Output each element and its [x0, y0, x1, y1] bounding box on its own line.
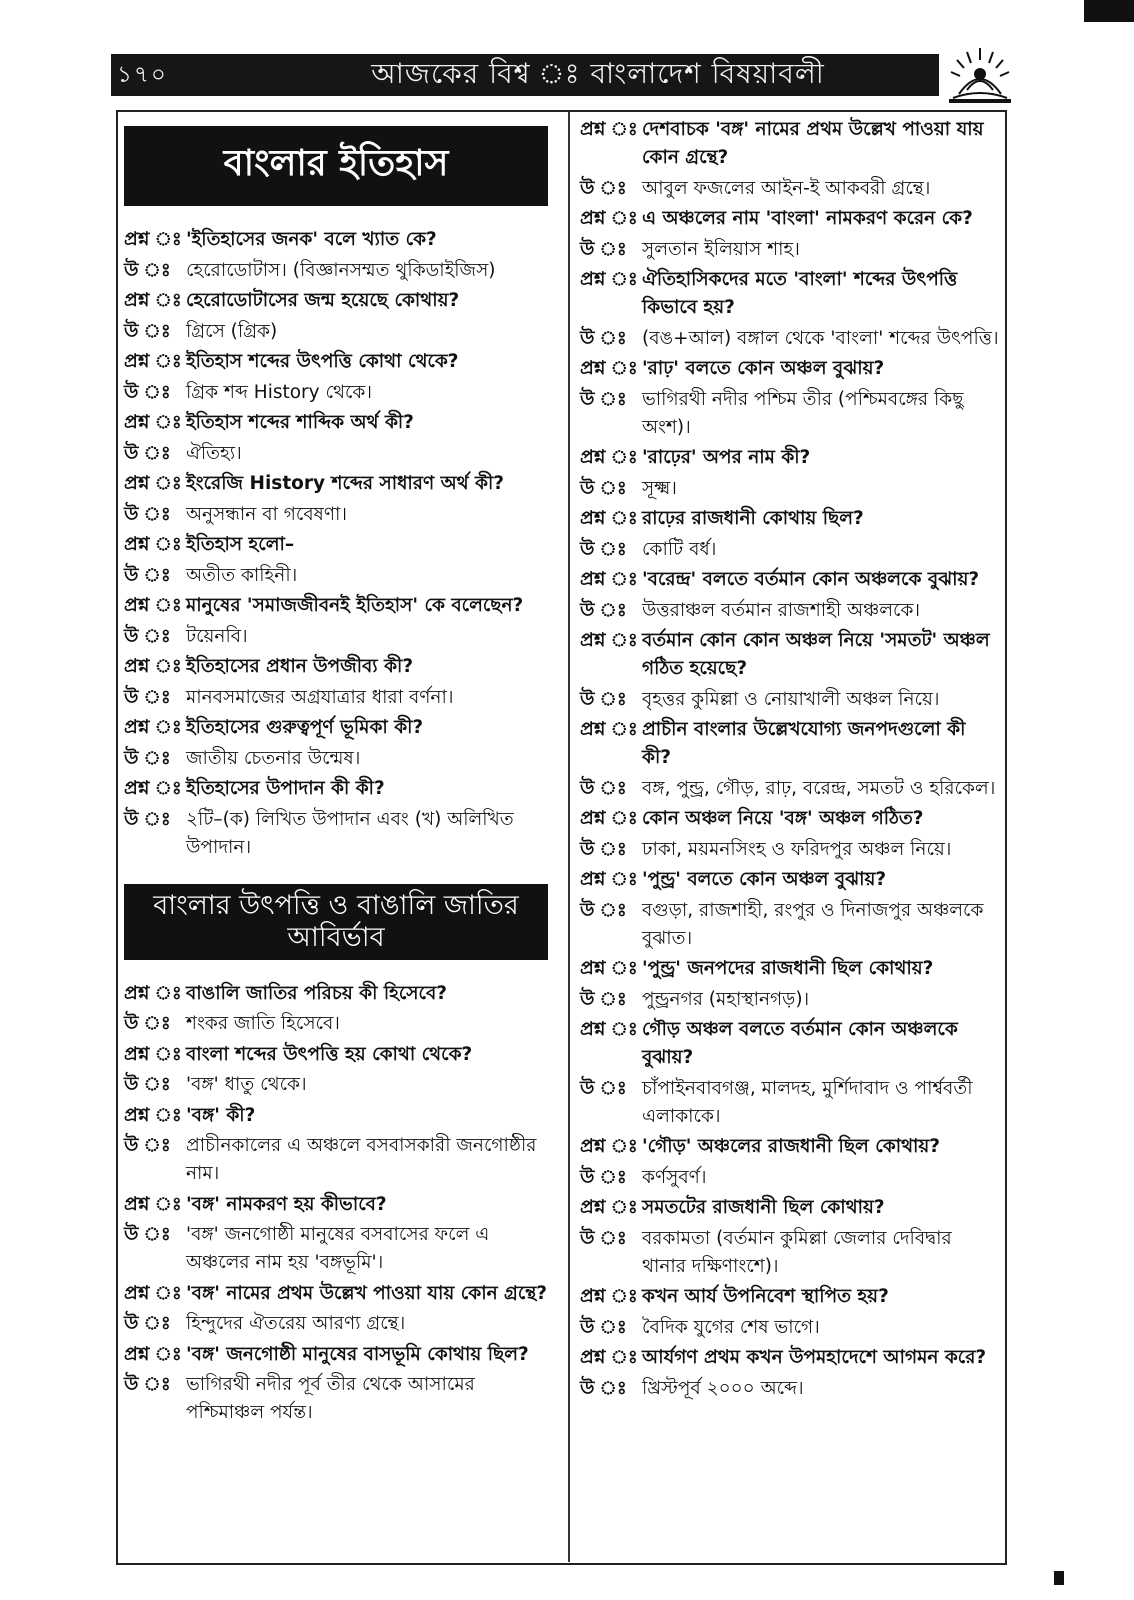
question-item [124, 531, 556, 559]
question-text: কখন আর্য উপনিবেশ স্থাপিত হয়? [642, 1286, 889, 1307]
answer-text: হিন্দুদের ঐতরেয় আরণ্য গ্রন্থে। [186, 1313, 406, 1334]
page-number: ১৭০ [117, 61, 168, 88]
question-text: 'রাঢ়' বলতে কোন অঞ্চল বুঝায়? [642, 358, 885, 379]
question-text: ঐতিহাসিকদের মতে 'বাংলা' শব্দের উৎপত্তি কিভাবে হয়? [642, 269, 958, 318]
answer-item [124, 806, 556, 862]
question-label: প্রশ্ন ঃ [580, 1197, 638, 1218]
answer-label: উ ঃ [124, 442, 171, 464]
answer-item [124, 1132, 556, 1188]
answer-label: উ ঃ [124, 503, 171, 525]
question-item [580, 266, 1000, 322]
answer-text: প্রাচীনকালের এ অঞ্চলে বসবাসকারী জনগোষ্ঠীর নাম। [186, 1135, 537, 1184]
question-label: প্রশ্ন ঃ [580, 208, 638, 229]
scan-corner-mark [1084, 0, 1134, 22]
answer-item [580, 686, 1000, 714]
question-text: সমতটের রাজধানী ছিল কোথায়? [642, 1197, 885, 1218]
question-text: ইতিহাস শব্দের উৎপত্তি কোথা থেকে? [186, 351, 459, 372]
answer-text: মানবসমাজের অগ্রযাত্রার ধারা বর্ণনা। [186, 686, 454, 708]
question-label: প্রশ্ন ঃ [124, 351, 182, 372]
answer-text: শংকর জাতি হিসেবে। [186, 1013, 340, 1034]
question-text: 'বঙ্গ' জনগোষ্ঠী মানুষের বাসভূমি কোথায় ছিল? [186, 1343, 529, 1365]
question-label: প্রশ্ন ঃ [124, 982, 182, 1004]
answer-item [580, 386, 1000, 442]
question-text: ইতিহাসের উপাদান কী কী? [186, 778, 385, 799]
question-label: প্রশ্ন ঃ [580, 808, 638, 829]
answer-label: উ ঃ [124, 1224, 171, 1245]
column-divider [568, 112, 570, 1562]
question-text: 'বরেন্দ্র' বলতে বর্তমান কোন অঞ্চলকে বুঝায়? [642, 569, 980, 590]
question-text: বর্তমান কোন কোন অঞ্চল নিয়ে 'সমতট' অঞ্চল গঠিত হয়েছে? [642, 630, 990, 679]
answer-label: উ ঃ [580, 899, 627, 921]
question-item [580, 1283, 1000, 1311]
question-item [580, 805, 1000, 833]
answer-label: উ ঃ [580, 538, 627, 560]
answer-item [124, 318, 556, 346]
question-label: প্রশ্ন ঃ [580, 869, 638, 890]
answer-text: অতীত কাহিনী। [186, 564, 298, 586]
answer-label: উ ঃ [124, 625, 171, 647]
answer-text: ঐতিহ্য। [186, 442, 242, 464]
answer-label: উ ঃ [124, 320, 171, 342]
answer-label: উ ঃ [580, 688, 627, 710]
question-item [124, 226, 556, 254]
answer-item [580, 536, 1000, 564]
question-label: প্রশ্ন ঃ [124, 1343, 182, 1365]
answer-label: উ ঃ [580, 1316, 627, 1338]
answer-text: অনুসন্ধান বা গবেষণা। [186, 503, 347, 525]
answer-text: গ্রিক শব্দ History থেকে। [186, 381, 372, 403]
answer-item [124, 1071, 556, 1099]
question-label: প্রশ্ন ঃ [124, 1193, 182, 1215]
question-label: প্রশ্ন ঃ [580, 1019, 638, 1040]
question-item [580, 866, 1000, 894]
question-text: 'ইতিহাসের জনক' বলে খ্যাত কে? [186, 229, 437, 250]
question-text: ইংরেজি History শব্দের সাধারণ অর্থ কী? [186, 473, 505, 494]
question-text: প্রাচীন বাংলার উল্লেখযোগ্য জনপদগুলো কী কী? [642, 719, 966, 768]
question-text: এ অঞ্চলের নাম 'বাংলা' নামকরণ করেন কে? [642, 208, 973, 229]
answer-text: খ্রিস্টপূর্ব ২০০০ অব্দে। [642, 1377, 804, 1399]
question-label: প্রশ্ন ঃ [124, 1043, 182, 1065]
answer-text: গ্রিসে (গ্রিক) [186, 320, 278, 342]
question-item [124, 409, 556, 437]
answer-text: টয়েনবি। [186, 625, 248, 647]
question-label: প্রশ্ন ঃ [124, 595, 182, 616]
question-item [580, 627, 1000, 683]
answer-item [124, 684, 556, 712]
question-text: ইতিহাস শব্দের শাব্দিক অর্থ কী? [186, 412, 414, 433]
question-item [124, 775, 556, 803]
question-text: বাঙালি জাতির পরিচয় কী হিসেবে? [186, 982, 447, 1004]
answer-text: হেরোডোটাস। (বিজ্ঞানসম্মত থুকিডাইজিস) [186, 259, 496, 281]
answer-item [124, 379, 556, 407]
qa-list-origin [124, 980, 556, 1428]
answer-label: উ ঃ [124, 1374, 171, 1395]
question-item [580, 1194, 1000, 1222]
answer-label: উ ঃ [124, 1135, 171, 1156]
question-label: প্রশ্ন ঃ [580, 119, 638, 140]
answer-text: কোটি বর্ধ। [642, 538, 717, 560]
answer-text: 'বঙ্গ' ধাতু থেকে। [186, 1074, 307, 1095]
answer-text: 'বঙ্গ' জনগোষ্ঠী মানুষের বসবাসের ফলে এ অঞ্চলের নাম হয় 'বঙ্গভূমি'। [186, 1224, 490, 1273]
question-label: প্রশ্ন ঃ [124, 534, 182, 555]
question-item [580, 444, 1000, 472]
answer-label: উ ঃ [580, 477, 627, 499]
answer-label: উ ঃ [124, 259, 171, 281]
question-label: প্রশ্ন ঃ [580, 269, 638, 290]
question-text: 'পুন্ড্র' বলতে কোন অঞ্চল বুঝায়? [642, 869, 887, 890]
question-item [580, 716, 1000, 772]
question-text: ইতিহাসের গুরুত্বপূর্ণ ভূমিকা কী? [186, 717, 424, 738]
question-label: প্রশ্ন ঃ [124, 656, 182, 677]
answer-text: সুলতান ইলিয়াস শাহ। [642, 238, 800, 260]
answer-item [124, 501, 556, 529]
question-item [124, 1102, 556, 1130]
question-label: প্রশ্ন ঃ [580, 630, 638, 651]
question-item [580, 505, 1000, 533]
answer-text: বরকামতা (বর্তমান কুমিল্লা জেলার দেবিদ্বার থানার দক্ষিণাংশে)। [642, 1227, 952, 1277]
question-label: প্রশ্ন ঃ [580, 447, 638, 468]
answer-label: উ ঃ [580, 1227, 627, 1249]
answer-label: উ ঃ [124, 747, 171, 769]
question-item [580, 116, 1000, 172]
answer-label: উ ঃ [580, 838, 627, 860]
answer-item [580, 775, 1000, 803]
answer-text: বগুড়া, রাজশাহী, রংপুর ও দিনাজপুর অঞ্চলকে বুঝাত। [642, 899, 984, 949]
answer-item [124, 562, 556, 590]
question-item [124, 348, 556, 376]
question-text: বাংলা শব্দের উৎপত্তি হয় কোথা থেকে? [186, 1043, 473, 1065]
answer-text: চাঁপাইনবাবগঞ্জ, মালদহ, মুর্শিদাবাদ ও পার্শ্ববর্তী এলাকাকে। [642, 1077, 973, 1127]
question-label: প্রশ্ন ঃ [124, 290, 182, 311]
answer-label: উ ঃ [124, 1313, 171, 1334]
left-column [124, 116, 556, 1430]
answer-item [124, 1310, 556, 1338]
question-label: প্রশ্ন ঃ [124, 1282, 182, 1304]
answer-text: কর্ণসুবর্ণ। [642, 1166, 707, 1188]
answer-label: উ ঃ [124, 686, 171, 708]
question-label: প্রশ্ন ঃ [124, 473, 182, 494]
answer-item [580, 597, 1000, 625]
question-text: 'বঙ্গ' কী? [186, 1104, 256, 1126]
question-text: আর্যগণ প্রথম কখন উপমহাদেশে আগমন করে? [642, 1347, 987, 1368]
answer-label: উ ঃ [580, 599, 627, 621]
question-text: 'বঙ্গ' নামের প্রথম উল্লেখ পাওয়া যায় কোন গ্রন্থে? [186, 1282, 548, 1304]
question-label: প্রশ্ন ঃ [124, 412, 182, 433]
question-label: প্রশ্ন ঃ [580, 358, 638, 379]
question-item [124, 714, 556, 742]
question-text: 'গৌড়' অঞ্চলের রাজধানী ছিল কোথায়? [642, 1136, 941, 1157]
answer-label: উ ঃ [580, 1377, 627, 1399]
answer-text: ঢাকা, ময়মনসিংহ ও ফরিদপুর অঞ্চল নিয়ে। [642, 838, 952, 860]
question-text: মানুষের 'সমাজজীবনই ইতিহাস' কে বলেছেন? [186, 595, 524, 616]
answer-label: উ ঃ [124, 1013, 171, 1034]
question-item [580, 355, 1000, 383]
answer-item [580, 1314, 1000, 1342]
question-label: প্রশ্ন ঃ [580, 1347, 638, 1368]
question-item [580, 1016, 1000, 1072]
answer-item [124, 1010, 556, 1038]
question-item [124, 592, 556, 620]
answer-text: ২টি–(ক) লিখিত উপাদান এবং (খ) অলিখিত উপাদান। [186, 808, 514, 858]
answer-text: উত্তরাঞ্চল বর্তমান রাজশাহী অঞ্চলকে। [642, 599, 921, 621]
question-item [124, 287, 556, 315]
answer-label: উ ঃ [580, 988, 627, 1010]
answer-item [580, 236, 1000, 264]
answer-item [124, 440, 556, 468]
question-text: গৌড় অঞ্চল বলতে বর্তমান কোন অঞ্চলকে বুঝায়? [642, 1019, 958, 1068]
answer-label: উ ঃ [124, 564, 171, 586]
answer-item [124, 1371, 556, 1427]
question-item [124, 1041, 556, 1069]
answer-item [124, 623, 556, 651]
answer-item [580, 986, 1000, 1014]
qa-list-history [124, 226, 556, 862]
question-label: প্রশ্ন ঃ [580, 508, 638, 529]
book-title: আজকের বিশ্ব ঃ বাংলাদেশ বিষয়াবলী [371, 56, 825, 90]
answer-label: উ ঃ [580, 777, 627, 799]
answer-text: (বঙ+আল) বঙ্গাল থেকে 'বাংলা' শব্দের উৎপত্তি। [642, 327, 999, 349]
answer-text: ভাগিরথী নদীর পূর্ব তীর থেকে আসামের পশ্চিমাঞ্চল পর্যন্ত। [186, 1374, 475, 1423]
question-item [580, 1344, 1000, 1372]
question-item [124, 470, 556, 498]
question-label: প্রশ্ন ঃ [580, 958, 638, 979]
answer-text: বঙ্গ, পুন্ড্র, গৌড়, রাঢ়, বরেন্দ্র, সমতট ও হরিকেল। [642, 777, 996, 799]
question-label: প্রশ্ন ঃ [124, 1104, 182, 1126]
answer-item [580, 325, 1000, 353]
question-label: প্রশ্ন ঃ [580, 569, 638, 590]
answer-text: সূক্ষ্ম। [642, 477, 677, 499]
question-item [124, 1191, 556, 1219]
answer-label: উ ঃ [124, 808, 171, 830]
question-text: রাঢ়ের রাজধানী কোথায় ছিল? [642, 508, 864, 529]
answer-item [124, 1221, 556, 1277]
question-text: 'বঙ্গ' নামকরণ হয় কীভাবে? [186, 1193, 387, 1215]
answer-label: উ ঃ [580, 177, 627, 199]
question-item [124, 1341, 556, 1369]
question-label: প্রশ্ন ঃ [580, 1286, 638, 1307]
question-text: ইতিহাসের প্রধান উপজীব্য কী? [186, 656, 414, 677]
answer-text: বৃহত্তর কুমিল্লা ও নোয়াখালী অঞ্চল নিয়ে। [642, 688, 940, 710]
question-label: প্রশ্ন ঃ [124, 229, 182, 250]
answer-item [580, 897, 1000, 953]
answer-text: বৈদিক যুগের শেষ ভাগে। [642, 1316, 820, 1338]
answer-item [580, 475, 1000, 503]
answer-label: উ ঃ [580, 327, 627, 349]
section-heading-history: বাংলার ইতিহাস [124, 126, 548, 206]
answer-item [124, 257, 556, 285]
qa-list-regions [580, 116, 1000, 1403]
answer-text: আবুল ফজলের আইন-ই আকবরী গ্রন্থে। [642, 177, 931, 199]
answer-item [580, 1225, 1000, 1281]
publisher-emblem-icon [945, 44, 1015, 106]
answer-item [124, 745, 556, 773]
question-text: 'রাঢ়ের' অপর নাম কী? [642, 447, 811, 468]
answer-label: উ ঃ [124, 381, 171, 403]
answer-text: ভাগিরথী নদীর পশ্চিম তীর (পশ্চিমবঙ্গের কিছু অংশ)। [642, 388, 964, 438]
right-column [580, 116, 1000, 1405]
question-item [580, 566, 1000, 594]
answer-item [580, 1075, 1000, 1131]
answer-item [580, 836, 1000, 864]
question-text: কোন অঞ্চল নিয়ে 'বঙ্গ' অঞ্চল গঠিত? [642, 808, 924, 829]
answer-text: পুন্ড্রনগর (মহাস্থানগড়)। [642, 988, 810, 1010]
answer-item [580, 175, 1000, 203]
question-label: প্রশ্ন ঃ [580, 1136, 638, 1157]
answer-label: উ ঃ [124, 1074, 171, 1095]
answer-label: উ ঃ [580, 238, 627, 260]
question-label: প্রশ্ন ঃ [124, 717, 182, 738]
scan-corner-dot [1054, 1571, 1064, 1585]
question-text: হেরোডোটাসের জন্ম হয়েছে কোথায়? [186, 290, 460, 311]
page-header [111, 54, 939, 96]
question-label: প্রশ্ন ঃ [124, 778, 182, 799]
answer-label: উ ঃ [580, 1077, 627, 1099]
answer-item [580, 1164, 1000, 1192]
answer-item [580, 1375, 1000, 1403]
question-text: ইতিহাস হলো– [186, 534, 295, 555]
question-text: দেশবাচক 'বঙ্গ' নামের প্রথম উল্লেখ পাওয়া যায় কোন গ্রন্থে? [642, 119, 984, 168]
question-item [124, 1280, 556, 1308]
answer-label: উ ঃ [580, 1166, 627, 1188]
question-item [580, 205, 1000, 233]
answer-label: উ ঃ [580, 388, 627, 410]
section-heading-origin: বাংলার উৎপত্তি ও বাঙালি জাতির আবির্ভাব [124, 884, 548, 960]
answer-text: জাতীয় চেতনার উন্মেষ। [186, 747, 361, 769]
question-item [124, 980, 556, 1008]
question-item [580, 1133, 1000, 1161]
question-label: প্রশ্ন ঃ [580, 719, 638, 740]
question-item [124, 653, 556, 681]
question-item [580, 955, 1000, 983]
question-text: 'পুন্ড্র' জনপদের রাজধানী ছিল কোথায়? [642, 958, 934, 979]
